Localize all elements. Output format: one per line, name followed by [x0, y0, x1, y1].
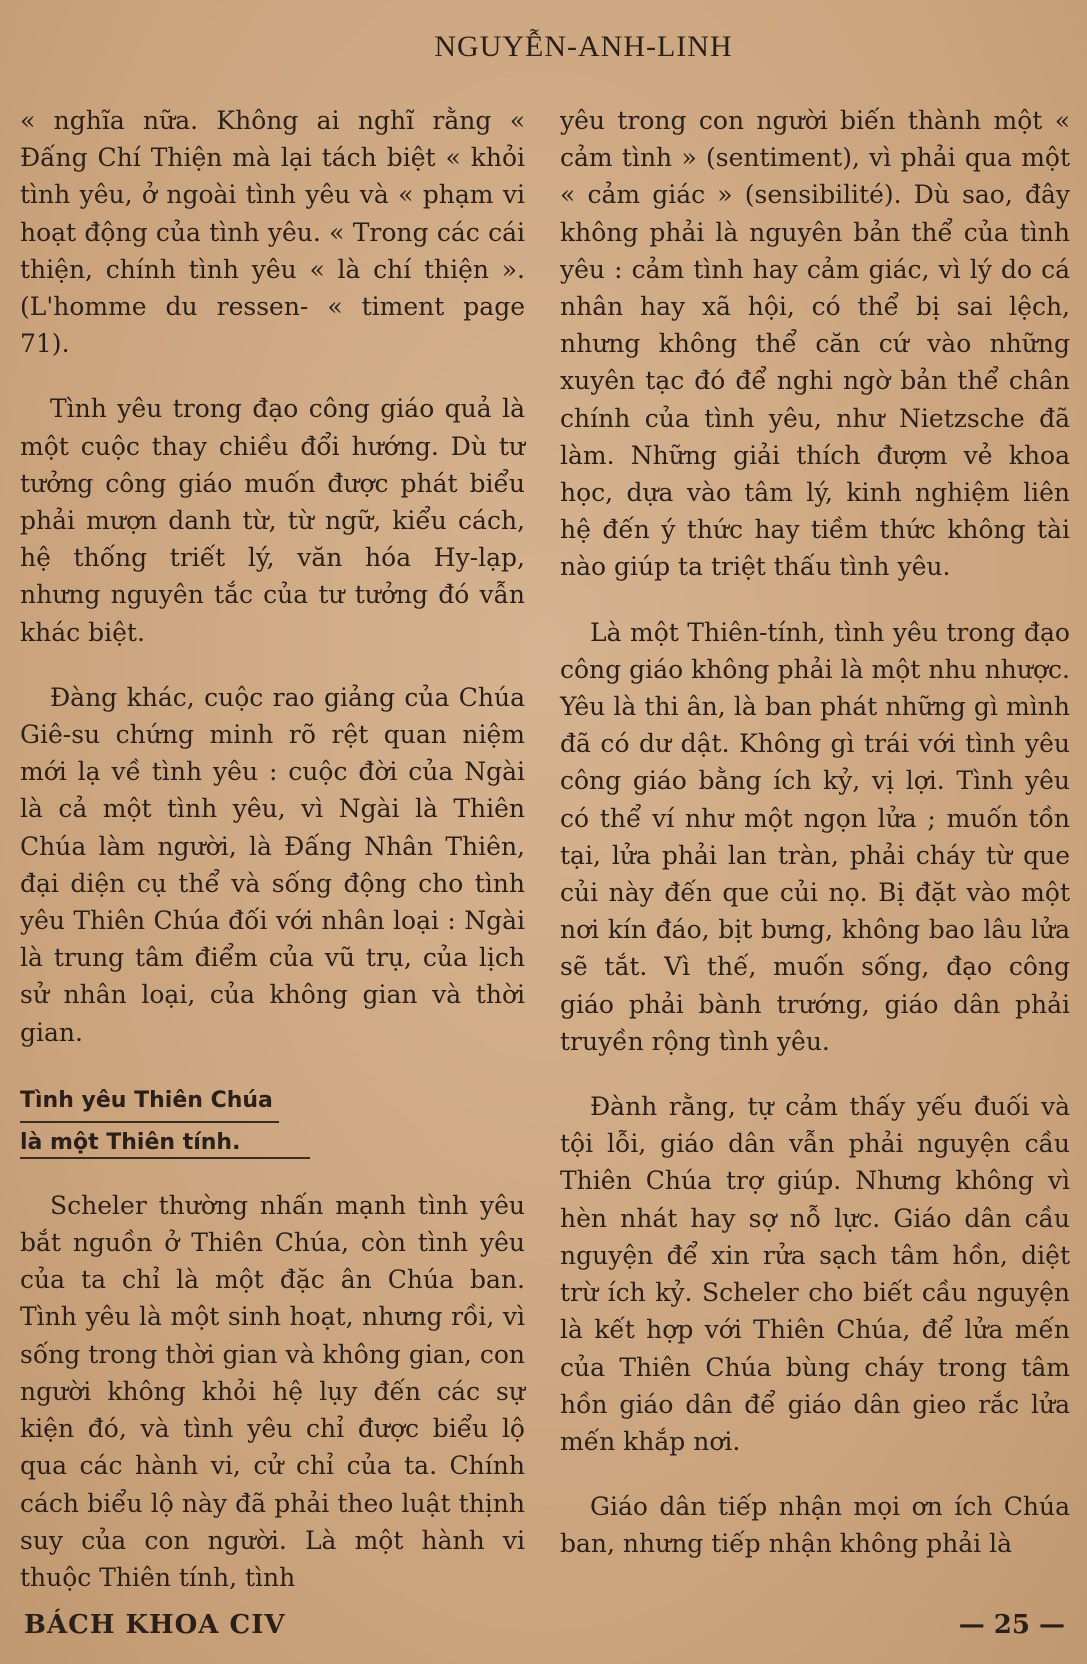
paragraph: Là một Thiên-tính, tình yêu trong đạo công giáo không phải là một nhu nhược. Yêu là thi ân, là ban phát những gì mình đã có dư dật. Không gì trái với tình yêu công giáo bằng ích kỷ, vị lợi. Tình yêu có thể ví như một ngọn lửa ; muốn tồn tại, lửa phải lan tràn, phải cháy từ que củi này đến que củi nọ. Bị đặt vào một nơi kín đáo, bịt bưng, không bao lâu lửa sẽ tắt. Vì thế, muốn sống, đạo công giáo phải bành trướng, giáo dân phải truyền rộng tình yêu.	[560, 617, 1070, 1056]
paragraph: Đàng khác, cuộc rao giảng của Chúa Giê-su chứng minh rõ rệt quan niệm mới lạ về tình yêu : cuộc đời của Ngài là cả một tình yêu, vì Ngài là Thiên Chúa làm người, là Đấng Nhân Thiên, đại diện cụ thể và sống động cho tình yêu Thiên Chúa đối với nhân loại : Ngài là trung tâm điểm của vũ trụ, của lịch sử nhân loại, của không gian và thời gian.	[20, 682, 525, 1047]
paragraph: Tình yêu trong đạo công giáo quả là một cuộc thay chiều đổi hướng. Dù tư tưởng công giáo muốn được phát biểu phải mượn danh từ, từ ngữ, kiểu cách, hệ thống triết lý, văn hóa Hy-lạp, nhưng nguyên tắc của tư tưởng đó vẫn khác biệt.	[20, 394, 525, 647]
paragraph: yêu trong con người biến thành một « cảm tình » (sentiment), vì phải qua một « cảm giác » (sensibilité). Dù sao, đây không phải là nguyên bản thể của tình yêu : cảm tình hay cảm giác, vì lý do cá nhân hay xã hội, có thể bị sai lệch, nhưng không thể căn cứ vào những xuyên tạc đó để nghi ngờ bản thể chân chính của tình yêu, như Nietzsche đã làm. Những giải thích đượm vẻ khoa học, dựa vào tâm lý, kinh nghiệm liên hệ đến ý thức hay tiềm thức không tài nào giúp ta triệt thấu tình yêu.	[560, 106, 1070, 582]
right-column	[560, 102, 1070, 1591]
left-column	[20, 102, 525, 1624]
paragraph: Đành rằng, tự cảm thấy yếu đuối và tội lỗi, giáo dân vẫn phải nguyện cầu Thiên Chúa trợ giúp. Nhưng không vì hèn nhát hay sợ nỗ lực. Giáo dân cầu nguyện để xin rửa sạch tâm hồn, diệt trừ ích kỷ. Scheler cho biết cầu nguyện là kết hợp với Thiên Chúa, để lửa mến của Thiên Chúa bùng cháy trong tâm hồn giáo dân để giáo dân gieo rắc lửa mến khắp nơi.	[560, 1092, 1070, 1456]
paragraph-quote: « nghĩa nữa. Không ai nghĩ rằng « Đấng Chí Thiện mà lại tách biệt « khỏi tình yêu, ở ngoài tình yêu và « phạm vi hoạt động của tình yêu. « Trong các cái thiện, chính tình yêu « là chí thiện ». (L'homme du ressen- « timent page 71).	[20, 106, 525, 359]
page-number: — 25 —	[958, 1610, 1065, 1640]
journal-footer: BÁCH KHOA CIV	[24, 1610, 286, 1640]
section-heading-line2: là một Thiên tính.	[20, 1129, 241, 1155]
paragraph: Scheler thường nhấn mạnh tình yêu bắt nguồn ở Thiên Chúa, còn tình yêu của ta chỉ là một đặc ân Chúa ban. Tình yêu là một sinh hoạt, nhưng rồi, vì sống trong thời gian và không gian, con người không khỏi hệ lụy đến các sự kiện đó, và tình yêu chỉ được biểu lộ qua các hành vi, cử chỉ của ta. Chính cách biểu lộ này đã phải theo luật thịnh suy của con người. Là một hành vi thuộc Thiên tính, tình	[20, 1190, 525, 1592]
running-header: NGUYỄN-ANH-LINH	[434, 30, 733, 63]
paragraph: Giáo dân tiếp nhận mọi ơn ích Chúa ban, nhưng tiếp nhận không phải là	[560, 1492, 1070, 1559]
section-heading	[20, 1081, 525, 1159]
section-heading-line1: Tình yêu Thiên Chúa	[20, 1081, 279, 1123]
